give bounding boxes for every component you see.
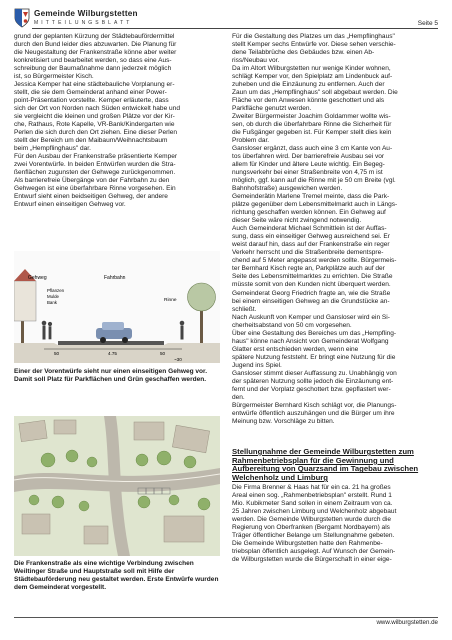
- coat-of-arms-icon: [14, 8, 30, 28]
- left-column-text: [14, 33, 220, 209]
- text-line: Verkehr herrscht und die Straßenbreite dementspre-: [232, 249, 384, 257]
- dim-extra: ~30: [174, 357, 182, 362]
- text-line: dene Teilabbrüche des Gebäudes bzw. einen Ab-: [232, 49, 375, 57]
- text-line: nungsverkehr bei einer Straßenbreite von 4,75 m ist: [232, 169, 383, 177]
- page-header: [14, 8, 438, 36]
- text-line: Zweiter Bürgermeister Joachim Goldammer wollte wis-: [232, 113, 391, 121]
- text-line: ßenflächen zugunsten der Gehwege zurückgenommen.: [14, 169, 176, 177]
- text-line: die Fußgänger gegeben ist. Für Kemper stellt dies kein: [232, 129, 392, 137]
- text-line: Für den Ausbau der Frankenstraße präsentierte Kemper: [14, 153, 178, 161]
- text-line: Gehwegen ist eine überfahrbare Rinne vorgesehen. Ein: [14, 185, 176, 193]
- statement-section: [232, 448, 438, 564]
- text-line: dieser Seite wäre nicht zwingend notwendig.: [232, 217, 362, 225]
- text-line: Parkfläche genutzt werden.: [232, 105, 312, 113]
- text-line: konkretisiert und bearbeitet werden, so dass eine Aus-: [14, 57, 172, 65]
- text-line: die Neugestaltung der Frankenstraße könne aber weiter: [14, 49, 177, 57]
- text-line: allem für Kinder und ältere Leute wichtig. Ein Begeg-: [232, 161, 385, 169]
- footer-rule: [14, 617, 438, 618]
- label-pflanzen: Pflanzen: [47, 288, 65, 293]
- text-line: Areal einen sog. „Rahmenbetriebsplan" erstellt. Rund 1: [232, 491, 392, 499]
- text-line: schlägt Kemper vor, den Spielplatz am Lindenbuck auf-: [232, 73, 393, 81]
- newsletter-subtitle: MITTEILUNGSBLATT: [34, 20, 133, 26]
- text-line: ter Bernhard Kisch regte an, Parkplätze auch auf der: [232, 265, 385, 273]
- text-line: Da im Altort Wilburgstetten nur wenige Kinder wohnen,: [232, 65, 391, 73]
- text-line: Jessica Kemper hat eine städtebauliche Vorplanung er-: [14, 81, 175, 89]
- text-line: Als barrierefreie Übergänge von der Fahrbahn zu den: [14, 177, 170, 185]
- text-line: durch den Bund leider dies abzuwarten. Die Planung für: [14, 41, 177, 49]
- text-line: den.: [232, 393, 245, 401]
- text-line: tos überfahren wird. Der barrierefreie Ausbau sei vor: [232, 153, 385, 161]
- text-line: Gemeinderätin Marlene Tremel meinte, dass die Park-: [232, 193, 390, 201]
- text-line: spätere Nutzung feststeht. Er bringt eine Nutzung für die: [232, 353, 396, 361]
- text-line: Glatter erst entschieden werden, wenn eine: [232, 345, 359, 353]
- text-line: sie vergleicht die kleinen und großen Plätze vor der Kir-: [14, 113, 175, 121]
- figure1-caption: Einer der Vorentwürfe sieht nur einen einseitigen Gehweg vor. Damit soll Platz für Parkflächen und Grün geschaffen werden.: [14, 368, 208, 384]
- text-line: Träger öffentlicher Belange um Stellungnahme gebeten.: [232, 531, 395, 539]
- newsletter-title: Gemeinde Wilburgstetten: [34, 9, 138, 18]
- text-line: fernt und der Vorplatz geschottert bzw. gepflastert wer-: [232, 385, 391, 393]
- text-line: beim „Hempflinghaus" dar.: [14, 145, 91, 153]
- text-line: Perlen die sich durch den Ort ziehen. Eine dieser Perlen: [14, 129, 178, 137]
- text-line: Fläche vor dem Anwesen könnte geschottert und als: [232, 97, 385, 105]
- text-line: Für die Gestaltung des Platzes um das „Hempflinghaus": [232, 33, 395, 40]
- text-line: Die Gemeinde Wilburgstetten hatte den Rahmenbe-: [232, 539, 383, 547]
- figure2-caption: Die Frankenstraße als eine wichtige Verbindung zwischen Weiltinger Straße und Hauptstraße soll mit Hilfe der Städtebauförderung neu gestaltet werden. Erste Entwürfe wurden dem Gemeinderat vorgestellt.: [14, 560, 219, 592]
- text-line: stellt Kemper sechs Entwürfe vor. Diese sehen verschie-: [232, 41, 396, 49]
- text-line: schreibung der Baumaßnahme dann jederzeit möglich: [14, 65, 172, 73]
- footer-website-link[interactable]: www.wilburgstetten.de: [376, 619, 438, 626]
- text-line: Seite des Lebensmittelmarktes zu errichten. Die Straße: [232, 273, 393, 281]
- text-line: schließt.: [232, 305, 257, 313]
- dim-rinne: 50: [160, 351, 166, 356]
- text-line: Gansloser ergänzt, dass auch eine 3 cm Kante von Au-: [232, 145, 393, 153]
- street-plan-aerial-figure: [14, 416, 220, 556]
- text-line: sen, ob durch die überfahrbare Rinne die Sicherheit für: [232, 121, 392, 129]
- text-line: zwei Vorentwürfe. In beiden Entwürfen wurden die Stra-: [14, 161, 176, 169]
- text-line: riss/Neubau vor.: [232, 57, 280, 65]
- text-line: Mio. Kubikmeter Sand sollen in einem Zeitraum von ca.: [232, 499, 393, 507]
- road-surface: [58, 341, 164, 345]
- text-line: triebsplan öffentlich ausgelegt. Auf Wunsch der Gemein-: [232, 547, 396, 555]
- text-line: Problem dar.: [232, 137, 270, 145]
- text-line: müsste somit von den Kunden nicht überquert werden.: [232, 281, 391, 289]
- text-line: stellt der Bereich um den Maibaum/Weihnachtsbaum: [14, 137, 168, 145]
- text-line: point-Präsentation vorstellte. Kemper erläuterte, dass: [14, 97, 169, 105]
- text-line: sung, dass ein einseitiger Gehweg ausreichend sei. Er: [232, 233, 390, 241]
- dim-fahrbahn: 4.75: [108, 351, 117, 356]
- text-line: cherheitsabstand von 50 cm vorgesehen.: [232, 321, 352, 329]
- label-mulde: Mulde: [47, 294, 59, 299]
- label-rinne: Rinne: [164, 298, 177, 303]
- text-line: Regierung von Oberfranken (Bergamt Nordbayern) als: [232, 523, 390, 531]
- text-line: Jugend ins Spiel.: [232, 361, 282, 369]
- text-line: haus" könne nach Ansicht von Gemeinderat Wolfgang: [232, 337, 389, 345]
- text-line: bei einem einseitigen Gehweg an die Grundstücke an-: [232, 297, 390, 305]
- text-line: ist, so Bürgermeister Kisch.: [14, 73, 94, 81]
- text-line: Bürgermeister Bernhard Kisch schlägt vor, die Planungs-: [232, 401, 397, 409]
- text-line: sich der Ort von Norden nach Süden entwickelt habe und: [14, 105, 180, 113]
- label-fahrbahn: Fahrbahn: [104, 275, 126, 281]
- label-gehweg: Gehweg: [28, 275, 47, 281]
- text-line: der späteren Nutzung sollte jedoch die Einzäunung ent-: [232, 377, 394, 385]
- text-line: de Wilburgstetten wurde die Bürgerschaft in einer eige-: [232, 555, 392, 563]
- text-line: stellt, die sie dem Gemeinderat anhand einer Power-: [14, 89, 167, 97]
- text-line: entwürfe öffentlich auszuhängen und die Bürger um ihre: [232, 409, 395, 417]
- text-line: 25 Jahren zwischen Limburg und Welchenholz abgebaut: [232, 507, 397, 515]
- text-line: chend auf 5 Meter angepasst werden sollte. Bürgermeis-: [232, 257, 397, 265]
- text-line: che, Rathaus, Rote Kapelle, VR-Bank/Kindergarten wie: [14, 121, 175, 129]
- street-cross-section-figure: [14, 251, 220, 363]
- statement-body: [232, 484, 438, 564]
- dim-gehweg: 50: [54, 351, 60, 356]
- page-number: Seite 5: [417, 20, 438, 27]
- text-line: zuheben und die Einzäunung zu entfernen. Auch der: [232, 81, 385, 89]
- ground-section: [14, 343, 220, 363]
- text-line: Zaun um das „Hempflinghaus" soll abgebaut werden. Die: [232, 89, 398, 97]
- text-line: werden. Die Gemeinde Wilburgstetten wurde durch die: [232, 515, 392, 523]
- text-line: Auch Gemeinderat Michael Schmittlein ist der Auffas-: [232, 225, 387, 233]
- text-line: weist darauf hin, dass auf der Frankenstraße ein reger: [232, 241, 390, 249]
- text-line: Meinung bzw. Vorschläge zu bitten.: [232, 417, 335, 425]
- text-line: Die Firma Brenner & Haas hat für ein ca. 21 ha großes: [232, 483, 391, 491]
- text-line: Entwurf einen einseitigen Gehweg vor.: [14, 201, 126, 209]
- text-line: richtung geschaffen werden können. Ein Gehweg auf: [232, 209, 386, 217]
- text-line: Gansloser stimmt dieser Auffassung zu. Unabhängig von: [232, 369, 397, 377]
- text-line: Bahnhofstraße) ausgewichen werden.: [232, 185, 343, 193]
- text-line: Nach Auskunft von Kemper und Gansloser wird ein Si-: [232, 313, 390, 321]
- text-line: plätze gegenüber dem Lebensmittelmarkt auch in Längs-: [232, 201, 398, 209]
- text-line: Gemeinderat Georg Friedrich fragte an, wie die Straße: [232, 289, 391, 297]
- label-bank: Bank: [47, 300, 58, 305]
- text-line: Entwurf sieht einen beidseitigen Gehweg, der andere: [14, 193, 168, 201]
- right-column-text: [232, 33, 438, 426]
- statement-heading: Stellungnahme der Gemeinde Wilburgstetten zum Rahmenbetriebsplan für die Gewinnung und Aufbereitung von Quarzsand im Tagebau zwischen Welchenholz und Limburg: [232, 447, 419, 483]
- text-line: Über eine Gestaltung des Bereiches um das „Hempfling-: [232, 329, 397, 337]
- text-line: möglich, ggf. kann auf die Rinne mit je 50 cm Breite (vgl.: [232, 177, 396, 185]
- text-line: grund der geplanten Kürzung der Städtebaufördermittel: [14, 33, 175, 40]
- header-rule: [32, 28, 438, 29]
